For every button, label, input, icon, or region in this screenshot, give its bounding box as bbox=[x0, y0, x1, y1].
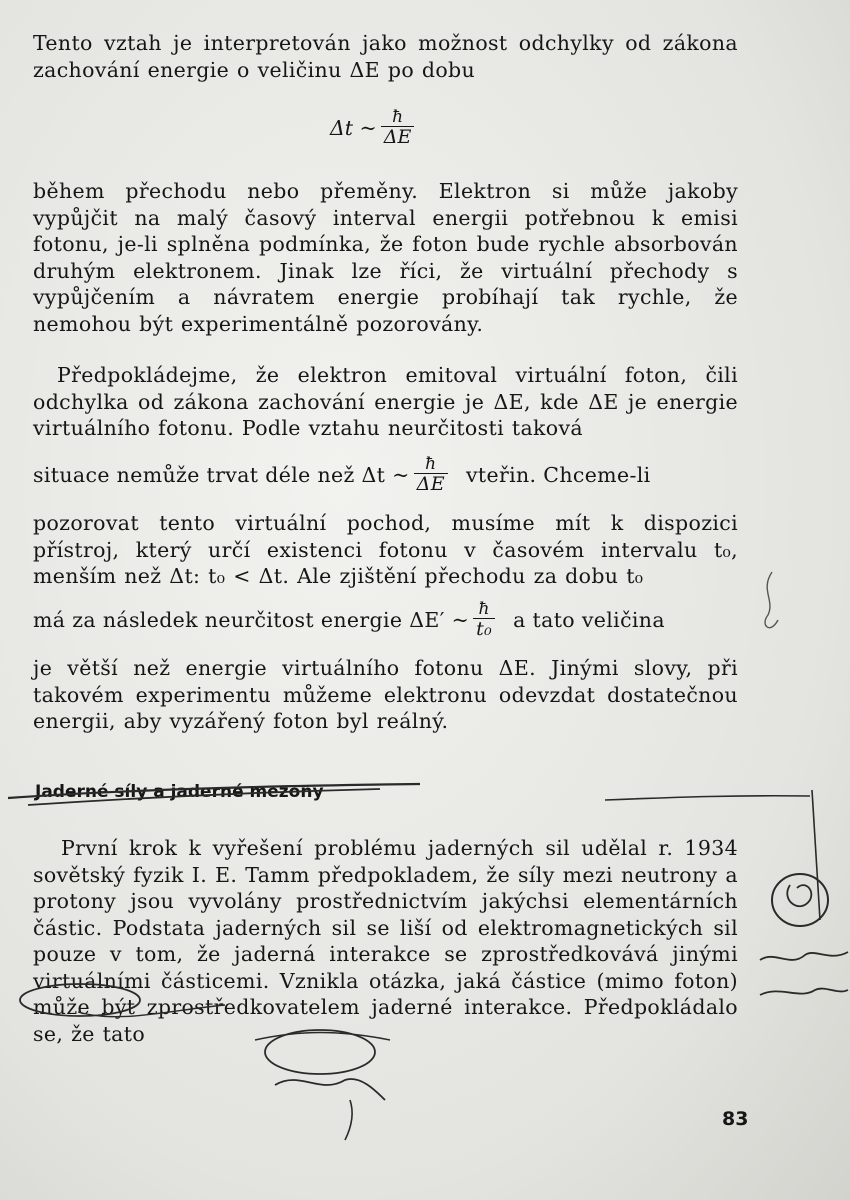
heading-underline bbox=[28, 789, 380, 805]
paragraph-2-b: pozorovat tento virtuální pochod, musíme mít k dispozici přístroj, který určí existenci fotonu v časovém intervalu t₀, menším než Δt: t₀ < Δt. Ale zjištění přechodu za dobu t₀ bbox=[33, 511, 738, 588]
margin-handwritten-9 bbox=[787, 885, 811, 906]
margin-scribble-2 bbox=[760, 989, 848, 995]
circled-word-interakce-2 bbox=[265, 1030, 375, 1074]
paragraph-1-rest: během přechodu nebo přeměny. Elektron si může jakoby vypůjčit na malý časový interval energii potřebnou k emisi fotonu, je-li splněna podmínka, že foton bude rychle absorbován druhým elektronem. Jinak lze říci, že virtuální přechody s vypůjčením a návratem energie probíhají tak rychle, že nemohou být experimentálně pozorovány. bbox=[33, 179, 738, 336]
formula-1-lhs: Δt ~ bbox=[330, 116, 377, 140]
line-ma-post: a tato veličina bbox=[513, 608, 665, 632]
section-heading: Jaderné síly a jaderné mezony bbox=[35, 782, 324, 802]
faint-margin-mark bbox=[765, 572, 778, 628]
paragraph-1-intro: Tento vztah je interpretován jako možnost odchylky od zákona zachování energie o veličinu ΔE po dobu bbox=[33, 31, 738, 82]
handwritten-sily bbox=[275, 1079, 385, 1100]
formula-1-numerator: ħ bbox=[392, 107, 404, 127]
formula-2-denominator: ΔE bbox=[414, 473, 448, 495]
margin-circle-note bbox=[772, 874, 828, 926]
formula-1-denominator: ΔE bbox=[381, 126, 415, 148]
handwritten-tail bbox=[345, 1100, 352, 1140]
margin-vertical-line bbox=[812, 790, 820, 920]
paragraph-2-a: Předpokládejme, že elektron emitoval virtuální foton, čili odchylka od zákona zachování energie je ΔE, kde ΔE je energie virtuálního fotonu. Podle vztahu neurčitosti taková bbox=[33, 363, 738, 440]
line-ma-pre: má za následek neurčitost energie ΔE′ ~ bbox=[33, 608, 470, 632]
paragraph-3: První krok k vyřešení problému jaderných sil udělal r. 1934 sovětský fyzik I. E. Tamm předpokladem, že síly mezi neutrony a protony jsou vyvolány prostřednictvím jakýchsi elementárních částic. Podstata jaderných sil se liší od elektromagnetických sil pouze v tom, že jaderná interakce se zprostředkovává jinými virtuálními částicemi. Vznikla otázka, jaká částice (mimo foton) může být zprostředkovatelem jaderné interakce. Předpokládalo se, že tato bbox=[33, 836, 738, 1046]
formula-3-denominator: t₀ bbox=[473, 618, 495, 640]
line-situace-post: vteřin. Chceme-li bbox=[465, 463, 651, 487]
line-situace-pre: situace nemůže trvat déle než Δt ~ bbox=[33, 463, 410, 487]
circled-word-interakce bbox=[20, 984, 140, 1016]
paragraph-2-c: je větší než energie virtuálního fotonu ΔE. Jinými slovy, při takovém experimentu můžeme elektronu odevzdat dostatečnou energii, aby vyzářený foton byl reálný. bbox=[33, 656, 738, 733]
heading-strikethrough-line bbox=[8, 784, 420, 798]
page-number: 83 bbox=[722, 1108, 749, 1130]
formula-3-numerator: ħ bbox=[478, 599, 490, 619]
formula-2-numerator: ħ bbox=[425, 454, 437, 474]
margin-scribble-1 bbox=[760, 952, 848, 960]
margin-line bbox=[605, 796, 810, 800]
